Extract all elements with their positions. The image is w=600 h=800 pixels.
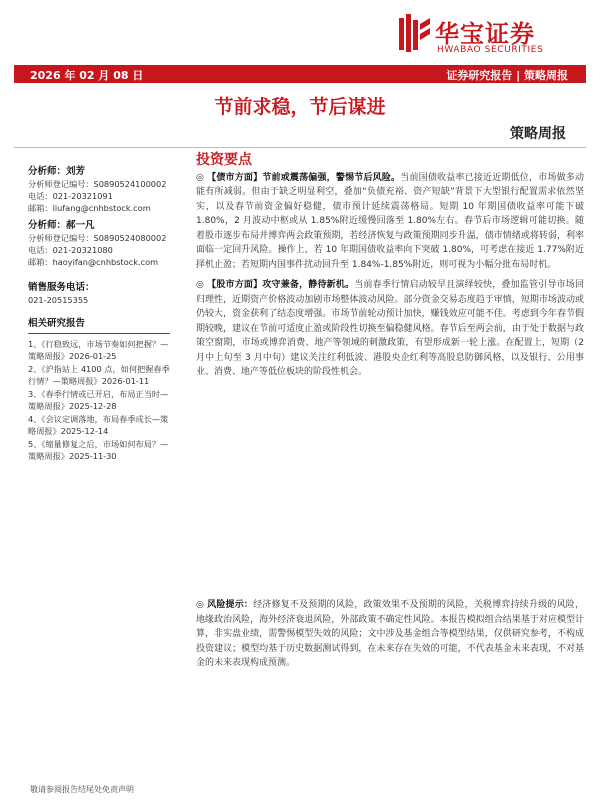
analyst-phone: 电话：021-20321091 <box>28 191 113 201</box>
analyst-email: 邮箱：liufang@cnhbstock.com <box>28 203 151 213</box>
analyst-registration: 分析师登记编号：S0890524100002 <box>28 179 167 189</box>
analyst-email: 邮箱：haoyifan@cnhbstock.com <box>28 257 159 267</box>
related-report-link[interactable]: 1、《行稳致远，市场节奏如何把握？—策略周报》2026-01-25 <box>28 339 169 361</box>
risk-lead: 风险提示： <box>207 600 254 610</box>
analyst-phone: 电话：021-20321080 <box>28 245 113 255</box>
report-type: 证券研究报告 | 策略周报 <box>446 69 568 82</box>
sidebar <box>28 160 170 463</box>
section-title: 投资要点 <box>196 152 252 168</box>
sales-heading: 销售服务电话： <box>28 282 95 293</box>
circle-bullet-icon: ◎ <box>196 280 205 290</box>
related-report-link[interactable]: 5、《缩量修复之后，市场如何布局？—策略周报》2025-11-30 <box>28 439 169 461</box>
sales-phone: 021-20515355 <box>28 295 89 305</box>
circle-bullet-icon: ◎ <box>196 172 205 183</box>
related-reports-list <box>28 338 170 462</box>
investment-highlights <box>196 153 584 386</box>
stock-text: 当前春季行情启动较早且演绎较快，叠加监管引导市场回归理性，近期资产价格波动加剧市场整体波动风险。部分资金交易态度趋于审慎，短期市场波动或仍较大，资金获利了结态度增强。市场节前轮动预计加快，赚钱效应可能不佳。考虑到今年春节假期较晚，建议在节前可适度止盈或阶段性切换至偏稳健风格。春节后至两会前，由于处于数据与政策空窗期，市场或博弈消费、地产等领域的刺激政策，有望形成新一轮上涨。在配置上，短期（2 月中上旬至 3 月中旬）建议关注红利低波、港股央企红利等高股息防御风格，以及银行、公用事业、消费、地产等低位板块的阶段性机会。 <box>196 280 584 377</box>
related-report-link[interactable]: 2、《沪指站上 4100 点，如何把握春季行情？—策略周报》2026-01-11 <box>28 364 170 386</box>
analyst-block <box>28 166 170 214</box>
bond-paragraph <box>196 171 584 273</box>
analyst-name: 分析师：郝一凡 <box>28 220 95 231</box>
analyst-name: 分析师：刘芳 <box>28 166 86 177</box>
brand-logo <box>395 12 575 60</box>
stock-lead: 【股市方面】攻守兼备，静待新机。 <box>207 280 355 290</box>
hwabao-logo-icon <box>395 14 431 52</box>
risk-warning <box>196 598 584 671</box>
disclaimer-note: 敬请参阅报告结尾处免责声明 <box>30 785 134 794</box>
analyst-block <box>28 220 170 268</box>
title-divider <box>14 147 586 148</box>
risk-text: 经济修复不及预期的风险，政策效果不及预期的风险，关税博弈持续升级的风险，地缘政治风险，海外经济衰退风险，外部政策不确定性风险。本报告模拟组合结果基于对应模型计算，非实盘业绩，需警惕模型失效的风险；文中涉及基金组合等模型结果，仅供研究参考，不构成投资建议；模型均基于历史数据测试得到，在未来存在失效的可能，不代表基金未来表现，不对基金的未来表现构成预测。 <box>196 600 584 668</box>
analyst-registration: 分析师登记编号：S0890524080002 <box>28 233 167 243</box>
report-title: 节前求稳，节后谋进 <box>214 96 386 118</box>
circle-bullet-icon: ◎ <box>196 600 205 610</box>
brand-name-cn: 华宝证券 <box>435 20 535 48</box>
report-date: 2026 年 02 月 08 日 <box>30 69 144 82</box>
report-subtitle: 策略周报 <box>510 126 566 142</box>
header-bar <box>14 65 586 83</box>
bond-text: 当前国债收益率已接近近期低位，市场做多动能有所减弱。但由于缺乏明显利空，叠加“负债充裕、资产短缺”背景下大型银行配置需求依然坚实，以及春节前资金偏好稳健，债市预计延续震荡格局。短期 10 年期国债收益率可能下破 1.80%，2 月波动中枢或从 1.85%附近缓慢回落至 1.80%左右。春节后市场逻辑可能切换。随着股市逐步布局并博弈两会政策预期，若经济恢复与政策预期同步升温，债市情绪或将转弱，利率面临一定回升风险。操作上，若 10 年期国债收益率向下突破 1.80%，可考虑在接近 1.77%附近择机止盈；若短期内国事件扰动回升至 1.84%-1.85%附近，则可视为小幅分批布局时机。 <box>196 172 584 270</box>
bond-lead: 【债市方面】节前或震荡偏强，警惕节后风险。 <box>207 172 401 183</box>
related-report-link[interactable]: 4、《会议定调落地，布局春季成长—策略周报》2025-12-14 <box>28 414 169 436</box>
brand-name-en: HWABAO SECURITIES <box>437 45 544 55</box>
related-report-link[interactable]: 3、《春季行情或已开启，布局正当时—策略周报》2025-12-28 <box>28 389 169 411</box>
stock-paragraph <box>196 278 584 380</box>
related-reports-heading: 相关研究报告 <box>28 318 170 334</box>
